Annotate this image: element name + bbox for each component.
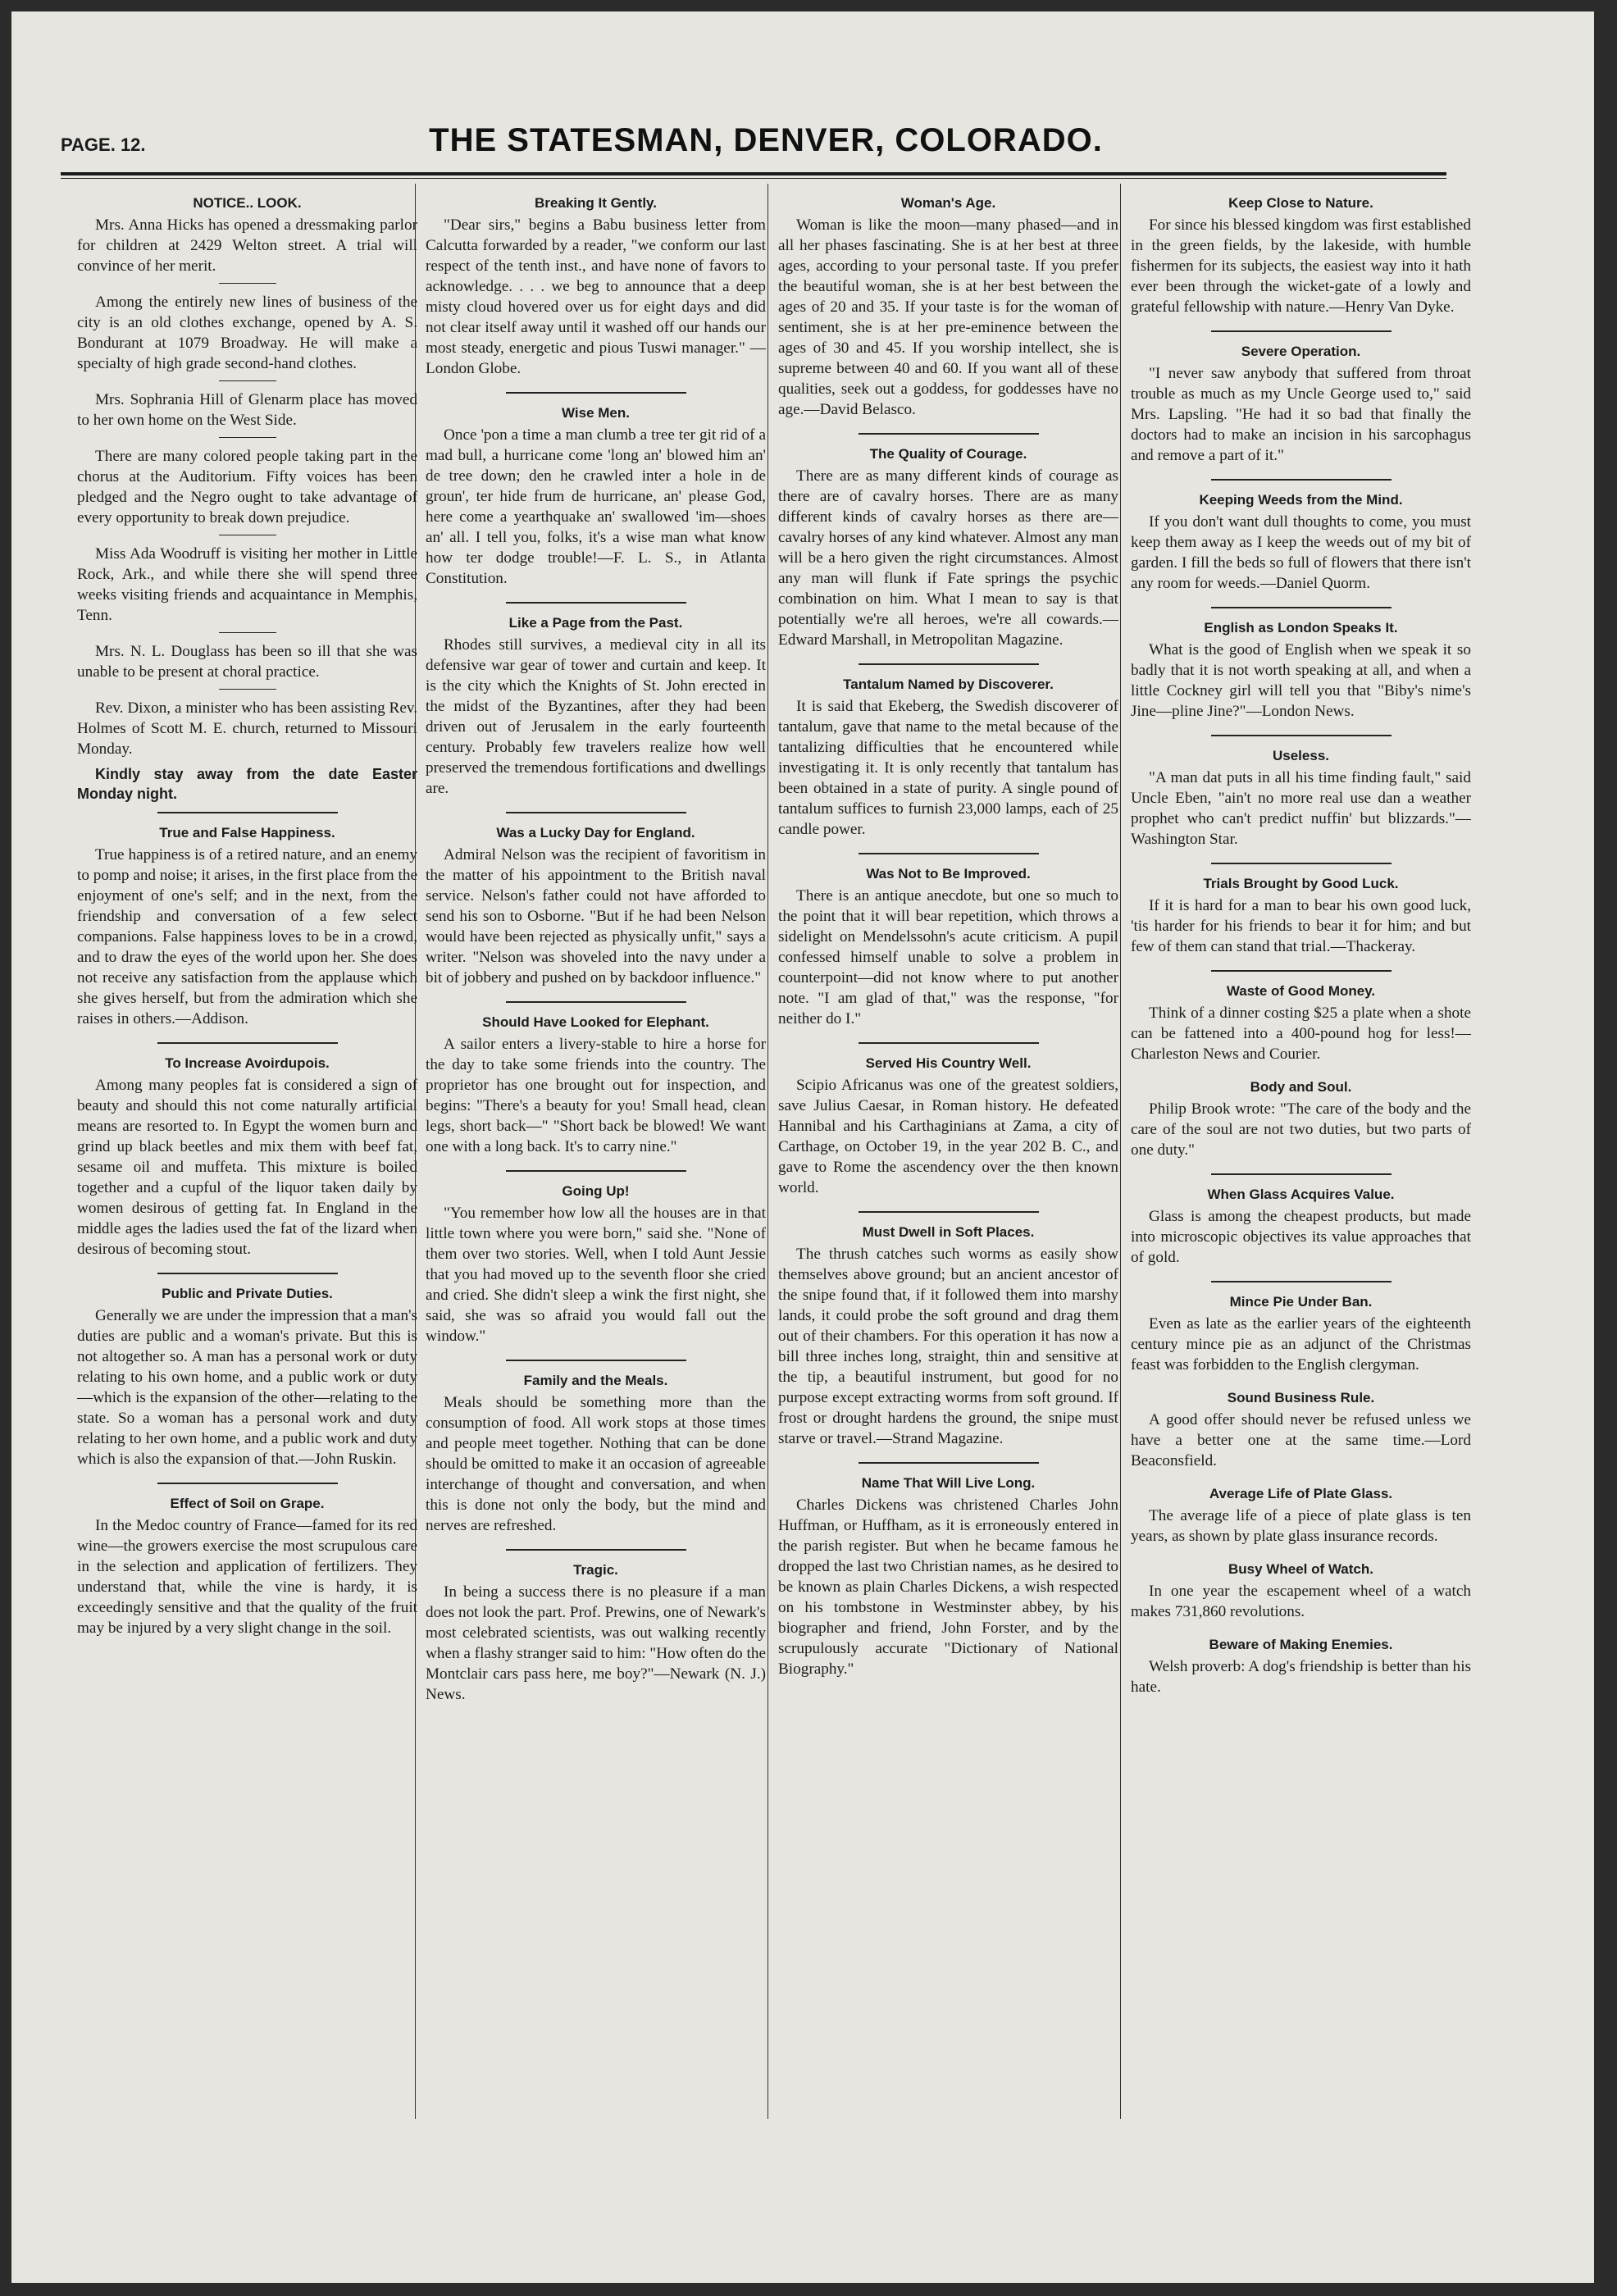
article-body: Woman is like the moon—many phased—and in all her phases fascinating. She is at her best at three ages, according to your personal taste. If you prefer the beautiful woman, she is at her best between the ages of 20 and 35. If your taste is for the woman of sentiment, she is at her pre-eminence between the ages of 30 and 45. If you worship intellect, she is supreme between 40 and 60. If you want all of these qualities, seek out a goddess, for goddesses have no age.—David Belasco. bbox=[778, 216, 1118, 418]
separator bbox=[219, 283, 276, 284]
article-headline: Useless. bbox=[1273, 748, 1329, 763]
article-body: Scipio Africanus was one of the greatest soldiers, save Julius Caesar, in Roman history. He defeated Hannibal and his Carthaginians at Zama, a city of Carthage, on October 19, in the year 202 B. C., and gave to Rome the ascendency over the then known world. bbox=[778, 1077, 1118, 1196]
separator bbox=[1211, 1281, 1392, 1282]
notice-item: There are many colored people taking part in the chorus at the Auditorium. Fifty voices has been pledged and the Negro ought to take advantage of every opportunity to break down prejudice. bbox=[77, 448, 417, 526]
article-body: Once 'pon a time a man clumb a tree ter git rid of a mad bull, a hurricane come 'long an' blowed him an' de tree down; den he crawled inter a hole in de groun', ter hide frum de hurricane, an' please God, here come a yearthquake an' swallowed 'im—shoes an' all. I tell you, folks, it's a wise man what know how ter dodge trouble!—F. L. S., in Atlanta Constitution. bbox=[426, 426, 766, 587]
article-body: The thrush catches such worms as easily show themselves above ground; but an ancient ancestor of the snipe found that, if it followed them into marshy lands, it could probe the soft ground and drag them out of their chambers. For this operation it has now a bill three inches long, straight, thin and sensitive at the tip, a beautiful instrument, but good for no purpose except extracting worms from soft ground. If frost or drought hardens the ground, the snipe must starve or travel.—Strand Magazine. bbox=[778, 1246, 1118, 1447]
article-body: It is said that Ekeberg, the Swedish discoverer of tantalum, gave that name to the metal because of the tantalizing difficulties that he encountered while investigating it. It is only recently that tantalum has been obtained in a state of purity. A single pound of tantalum suffices to furnish 23,000 lamps, each of 25 candle power. bbox=[778, 698, 1118, 838]
article-body: "A man dat puts in all his time finding fault," said Uncle Eben, "ain't no more real use dan a weather prophet who can't predict nuffin' but blizzards."—Washington Star. bbox=[1131, 769, 1471, 848]
article bbox=[1131, 1560, 1471, 1622]
article-headline: Family and the Meals. bbox=[523, 1373, 668, 1388]
article bbox=[1131, 618, 1471, 722]
page-number: PAGE. 12. bbox=[61, 134, 146, 155]
article-body: "I never saw anybody that suffered from throat trouble as much as my Uncle George used to," said Mrs. Lapsling. "He had it so bad that finally the doctors had to make an incision in his sarcophagus and remove a part of it." bbox=[1131, 365, 1471, 464]
article-headline: Effect of Soil on Grape. bbox=[170, 1496, 325, 1511]
article-body: Rhodes still survives, a medieval city in all its defensive war gear of tower and curtain and keep. It is the city which the Knights of St. John erected in the midst of the Byzantines, after they had been driven out of Jerusalem in the early fourteenth century. Probably few travelers realize how well preserved the tremendous fortifications and dwellings are. bbox=[426, 636, 766, 797]
article bbox=[426, 1182, 766, 1346]
article-body: Glass is among the cheapest products, but made into microscopic objectives its value approaches that of gold. bbox=[1131, 1208, 1471, 1266]
article bbox=[426, 403, 766, 589]
column-1 bbox=[77, 190, 417, 1651]
article bbox=[426, 1013, 766, 1157]
separator bbox=[1211, 1173, 1392, 1175]
article bbox=[1131, 1635, 1471, 1697]
article bbox=[778, 864, 1118, 1029]
separator bbox=[219, 689, 276, 690]
article-headline: Name That Will Live Long. bbox=[861, 1475, 1036, 1491]
article-headline: True and False Happiness. bbox=[159, 825, 335, 840]
separator bbox=[157, 812, 338, 813]
column-3 bbox=[778, 190, 1118, 1692]
article bbox=[77, 1054, 417, 1260]
separator bbox=[859, 853, 1039, 854]
article bbox=[426, 1560, 766, 1705]
notice-item: Miss Ada Woodruff is visiting her mother in Little Rock, Ark., and while there she will spend three weeks visiting friends and acquaintance in Memphis, Tenn. bbox=[77, 545, 417, 624]
article-body: Welsh proverb: A dog's friendship is better than his hate. bbox=[1131, 1658, 1471, 1696]
separator bbox=[157, 1273, 338, 1274]
article bbox=[778, 1054, 1118, 1198]
article-body: Philip Brook wrote: "The care of the body and the care of the soul are not two duties, but two parts of one duty." bbox=[1131, 1100, 1471, 1159]
article-headline: Sound Business Rule. bbox=[1227, 1390, 1375, 1405]
article bbox=[77, 1284, 417, 1469]
article bbox=[1131, 1292, 1471, 1375]
notice-item: Mrs. Sophrania Hill of Glenarm place has moved to her own home on the West Side. bbox=[77, 391, 417, 429]
article-headline: Breaking It Gently. bbox=[535, 195, 657, 211]
article-headline: Tantalum Named by Discoverer. bbox=[843, 676, 1054, 692]
notice-item: Among the entirely new lines of business of the city is an old clothes exchange, opened by A. S. Bondurant at 1079 Broadway. He will make a specialty of high grade second-hand clothes. bbox=[77, 294, 417, 372]
article-body: For since his blessed kingdom was first established in the green fields, by the lakeside, with humble fishermen for its subjects, the easiest way into it hath ever been through the wicket-gate of a lowly and grateful fellowship with nature.—Henry Van Dyke. bbox=[1131, 216, 1471, 316]
article-headline: Like a Page from the Past. bbox=[508, 615, 683, 631]
article-body: A sailor enters a livery-stable to hire a horse for the day to take some friends into the country. The proprietor has one brought out for inspection, and begins: "There's a beauty for you! Small head, clean legs, short back—" "Short back be blowed! We want one with a long back. It's to carry nine." bbox=[426, 1036, 766, 1155]
separator bbox=[1211, 863, 1392, 864]
separator bbox=[1211, 479, 1392, 481]
header-rule-thin bbox=[61, 178, 1446, 179]
article-headline: Keep Close to Nature. bbox=[1228, 195, 1373, 211]
article bbox=[77, 823, 417, 1029]
article bbox=[426, 823, 766, 988]
separator bbox=[506, 1360, 686, 1361]
article bbox=[426, 194, 766, 379]
separator bbox=[506, 1001, 686, 1003]
newspaper-page bbox=[11, 11, 1594, 2283]
article bbox=[1131, 1388, 1471, 1471]
column-2 bbox=[426, 190, 766, 1718]
article bbox=[778, 1474, 1118, 1679]
article-headline: Average Life of Plate Glass. bbox=[1209, 1486, 1393, 1501]
article-headline: English as London Speaks It. bbox=[1204, 620, 1398, 636]
article-body: There is an antique anecdote, but one so much to the point that it will bear repetition, which throws a sidelight on Mendelssohn's acute criticism. A pupil confessed himself unable to solve a problem in counterpoint—did not know where to put another note. "I am glad of that," was the response, "for neither do I." bbox=[778, 887, 1118, 1027]
article bbox=[778, 444, 1118, 650]
article-body: "You remember how low all the houses are in that little town where you were born," said she. "None of them over two stories. Well, when I told Aunt Jessie that you had moved up to the seventh floor she cried and cried. She didn't sleep a wink the first night, she said, she was so afraid you would fall out the window." bbox=[426, 1205, 766, 1345]
article bbox=[1131, 1484, 1471, 1547]
article-headline: Was a Lucky Day for England. bbox=[496, 825, 695, 840]
article-headline: Tragic. bbox=[573, 1562, 618, 1578]
article-headline: The Quality of Courage. bbox=[869, 446, 1027, 462]
article-body: Admiral Nelson was the recipient of favoritism in the matter of his appointment to the British naval service. Nelson's father could not have afforded to send his son to Osborne. "But if he had been Nelson would have been rejected as physically unfit," says a writer. "Nelson was shoveled into the navy under a bit of jobbery and pushed on by backdoor influence." bbox=[426, 846, 766, 986]
article-headline: Wise Men. bbox=[562, 405, 630, 421]
article-body: The average life of a piece of plate glass is ten years, as shown by plate glass insurance records. bbox=[1131, 1507, 1471, 1545]
separator bbox=[1211, 970, 1392, 972]
separator bbox=[859, 433, 1039, 435]
article bbox=[778, 675, 1118, 840]
article-headline: Must Dwell in Soft Places. bbox=[862, 1224, 1035, 1240]
article bbox=[1131, 1077, 1471, 1160]
easter-notice: Kindly stay away from the date Easter Monday night. bbox=[77, 766, 417, 802]
article bbox=[1131, 342, 1471, 466]
article-headline: Served His Country Well. bbox=[865, 1055, 1032, 1071]
separator bbox=[506, 1170, 686, 1172]
separator bbox=[157, 1042, 338, 1044]
article-headline: Woman's Age. bbox=[900, 195, 996, 211]
notice-item: Mrs. N. L. Douglass has been so ill that she was unable to be present at choral practice. bbox=[77, 643, 417, 681]
article-headline: Beware of Making Enemies. bbox=[1209, 1637, 1393, 1652]
article-headline: Was Not to Be Improved. bbox=[866, 866, 1031, 882]
article bbox=[1131, 874, 1471, 957]
article bbox=[1131, 982, 1471, 1064]
article-headline: Keeping Weeds from the Mind. bbox=[1199, 492, 1403, 508]
article-body: Charles Dickens was christened Charles John Huffman, or Huffham, as it is erroneously entered in the parish register. But when he became famous he dropped the last two Christian names, as he desired to be known as plain Charles Dickens, a wish respected on his tombstone in Westminster abbey, by his biographer and friend, John Forster, and by the scrupulously accurate "Dictionary of National Biography." bbox=[778, 1496, 1118, 1678]
article-body: In being a success there is no pleasure if a man does not look the part. Prof. Prewins, one of Newark's most celebrated scientists, was out walking recently when a flashy stranger said to him: "How often do the Montclair cars pass here, me boy?"—Newark (N. J.) News. bbox=[426, 1583, 766, 1703]
article-body: Meals should be something more than the consumption of food. All work stops at those times and people meet together. Nothing that can be done should be omitted to make it an occasion of agreeable interchange of thought and conversation, and when this is done not only the body, but the mind and nerves are refreshed. bbox=[426, 1394, 766, 1534]
column-divider bbox=[1120, 184, 1121, 2119]
article-body: In the Medoc country of France—famed for its red wine—the growers exercise the most scrupulous care in the selection and application of fertilizers. They understand that, while the vine is hardy, it is exceedingly sensitive and that the quality of the fruit may be injured by a very slight change in the soil. bbox=[77, 1517, 417, 1637]
header-rule bbox=[61, 172, 1446, 175]
separator bbox=[859, 1462, 1039, 1464]
separator bbox=[1211, 607, 1392, 608]
separator bbox=[157, 1483, 338, 1484]
article-headline: Going Up! bbox=[562, 1183, 630, 1199]
article-body: Think of a dinner costing $25 a plate when a shote can be fattened into a 400-pound hog for less!—Charleston News and Courier. bbox=[1131, 1004, 1471, 1063]
article bbox=[426, 613, 766, 799]
article-body: True happiness is of a retired nature, and an enemy to pomp and noise; it arises, in the first place from the enjoyment of one's self; and in the next, from the friendship and conversation of a few select companions. False happiness loves to be in a crowd, and to draw the eyes of the world upon her. She does not receive any satisfaction from the applause which she gives herself, but from the admiration which she raises in others.—Addison. bbox=[77, 846, 417, 1027]
article bbox=[778, 1223, 1118, 1449]
article-headline: Waste of Good Money. bbox=[1226, 983, 1376, 999]
article bbox=[1131, 746, 1471, 850]
article bbox=[426, 1371, 766, 1536]
separator bbox=[506, 1549, 686, 1551]
separator bbox=[506, 602, 686, 604]
article-headline: Should Have Looked for Elephant. bbox=[482, 1014, 709, 1030]
article-headline: To Increase Avoirdupois. bbox=[165, 1055, 330, 1071]
article-headline: Severe Operation. bbox=[1241, 344, 1361, 359]
article-headline: Body and Soul. bbox=[1250, 1079, 1352, 1095]
article bbox=[1131, 490, 1471, 594]
article-body: Among many peoples fat is considered a sign of beauty and should this not come naturally artificial means are resorted to. In Egypt the women burn and grind up black beetles and mix them with beef fat, sesame oil and muffeta. This mixture is boiled together and a cupful of the liquor taken daily by women desirous of getting fat. In England in the middle ages the ladies used the fat of the lizard when desirous of becoming stout. bbox=[77, 1077, 417, 1258]
separator bbox=[859, 1042, 1039, 1044]
separator bbox=[506, 812, 686, 813]
article-headline: Mince Pie Under Ban. bbox=[1229, 1294, 1373, 1310]
article-headline: Busy Wheel of Watch. bbox=[1228, 1561, 1373, 1577]
separator bbox=[219, 632, 276, 633]
separator bbox=[219, 437, 276, 438]
article-body: Generally we are under the impression that a man's duties are public and a woman's private. But this is not altogether so. A man has a personal work or duty relating to his own home, and a public work or duty—which is the expansion of the other—relating to the state. So a woman has a personal work and duty relating to her own home, and a public work and duty which is also the expansion of that.—John Ruskin. bbox=[77, 1307, 417, 1468]
article-body: There are as many different kinds of courage as there are of cavalry horses. There are as many different kinds of cavalry horses as there are—cavalry horses of any kind whatever. Almost any man will be a hero given the right circumstances. Almost any man will flunk if Fate springs the psychic combination on him. What I mean to say is that potentially we're all heroes, we're all cowards.—Edward Marshall, in Metropolitan Magazine. bbox=[778, 467, 1118, 649]
article-body: If you don't want dull thoughts to come, you must keep them away as I keep the weeds out of my bit of garden. I fill the beds so full of flowers that there isn't any room for weeds.—Daniel Quorm. bbox=[1131, 513, 1471, 592]
article bbox=[1131, 1185, 1471, 1268]
article-body: If it is hard for a man to bear his own good luck, 'tis harder for his friends to bear it for him; and but few of them can stand that trial.—Thackeray. bbox=[1131, 897, 1471, 955]
article-body: What is the good of English when we speak it so badly that it is not worth speaking at all, and when a little Cockney girl will tell you that "Biby's nime's Jine—pline Jine?"—London News. bbox=[1131, 641, 1471, 720]
article bbox=[778, 194, 1118, 420]
article bbox=[1131, 194, 1471, 317]
article-headline: Trials Brought by Good Luck. bbox=[1203, 876, 1399, 891]
article-headline: Public and Private Duties. bbox=[162, 1286, 333, 1301]
article-headline: When Glass Acquires Value. bbox=[1207, 1187, 1395, 1202]
separator bbox=[506, 392, 686, 394]
article-body: Even as late as the earlier years of the eighteenth century mince pie as an adjunct of the Christmas feast was forbidden to the English clergyman. bbox=[1131, 1315, 1471, 1374]
masthead: THE STATESMAN, DENVER, COLORADO. bbox=[429, 122, 1103, 158]
article-body: "Dear sirs," begins a Babu business letter from Calcutta forwarded by a reader, "we conform our last respect of the tenth inst., and have none of favors to acknowledge. . . . we beg to announce that a deep misty cloud hovered over us for eight days and did not clear itself away until it washed off our hands our most steady, energetic and pious Tuswi manager." —London Globe. bbox=[426, 216, 766, 377]
notice-item: Rev. Dixon, a minister who has been assisting Rev. Holmes of Scott M. E. church, returned to Missouri Monday. bbox=[77, 699, 417, 758]
notice-item: Mrs. Anna Hicks has opened a dressmaking parlor for children at 2429 Welton street. A trial will convince of her merit. bbox=[77, 216, 417, 275]
separator bbox=[219, 380, 276, 381]
separator bbox=[859, 663, 1039, 665]
article bbox=[77, 1494, 417, 1638]
article-body: In one year the escapement wheel of a watch makes 731,860 revolutions. bbox=[1131, 1583, 1471, 1620]
separator bbox=[1211, 330, 1392, 332]
article-body: A good offer should never be refused unless we have a better one at the same time.—Lord Beaconsfield. bbox=[1131, 1411, 1471, 1469]
separator bbox=[1211, 735, 1392, 736]
article-headline: NOTICE.. LOOK. bbox=[193, 195, 302, 211]
separator bbox=[859, 1211, 1039, 1213]
column-4 bbox=[1131, 190, 1471, 1711]
